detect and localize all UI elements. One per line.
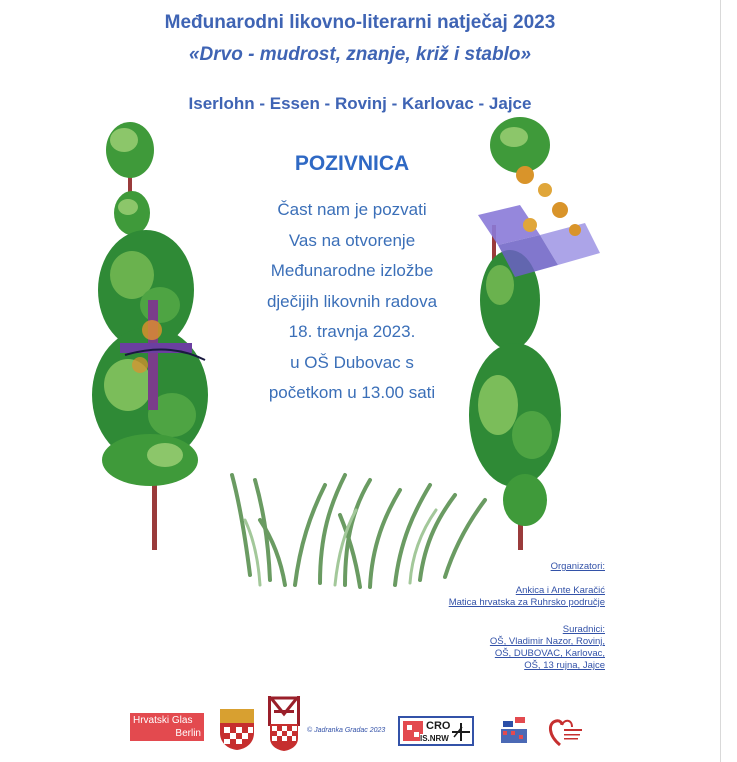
invitation-line: Čast nam je pozvati [277,200,427,219]
invitation-line: Vas na otvorenje [288,230,416,250]
collaborator-name: OŠ, DUBOVAC, Karlovac, [494,648,605,659]
hrvatski-glas-logo [130,713,204,741]
invitation-text [228,195,476,409]
organizer-name: Matica hrvatska za Ruhrsko područje [448,597,605,608]
cro-subtext: IS.NRW [420,734,449,743]
organizer-name: Ankica i Ante Karačić [515,585,605,596]
copyright-text: © Jadranka Gradac 2023 [307,727,386,734]
collaborators-block [490,624,605,672]
cities-line: Iserlohn - Essen - Rovinj - Karlovac - Jajce [188,94,532,113]
cro-is-nrw-logo [398,716,474,746]
left-tree [92,122,208,550]
coat-of-arms-icon [218,707,256,751]
collaborator-name: OŠ, Vladimir Nazor, Rovinj, [489,636,605,647]
collaborators-label: Suradnici: [562,624,605,635]
right-tree [469,117,600,550]
invitation-line: početkom u 13.00 sati [268,383,436,402]
flag-map-icon [497,713,533,749]
organizers-block [449,561,605,609]
organizers-label: Organizatori: [550,561,605,572]
invitation-line: Međunarodne izložbe [270,261,434,280]
invitation-line: u OŠ Dubovac s [290,352,414,372]
page-subtitle: «Drvo - mudrost, znanje, križ i stablo» [188,44,532,65]
grass [232,475,485,587]
heart-logo-icon [546,713,586,749]
invitation-line: dječijih likovnih radova [266,291,438,311]
monogram-shield-icon [264,694,304,752]
plus-icon [450,721,472,743]
collaborator-name: OŠ, 13 rujna, Jajce [524,660,605,671]
logo-text: Hrvatski Glas [133,715,193,726]
logo-text: Berlin [175,728,201,739]
invitation-heading: POZIVNICA [294,152,410,175]
cro-text: CRO [426,720,451,732]
page-title: Međunarodni likovno-literarni natječaj 2023 [164,12,556,33]
invitation-line: 18. travnja 2023. [288,322,416,341]
